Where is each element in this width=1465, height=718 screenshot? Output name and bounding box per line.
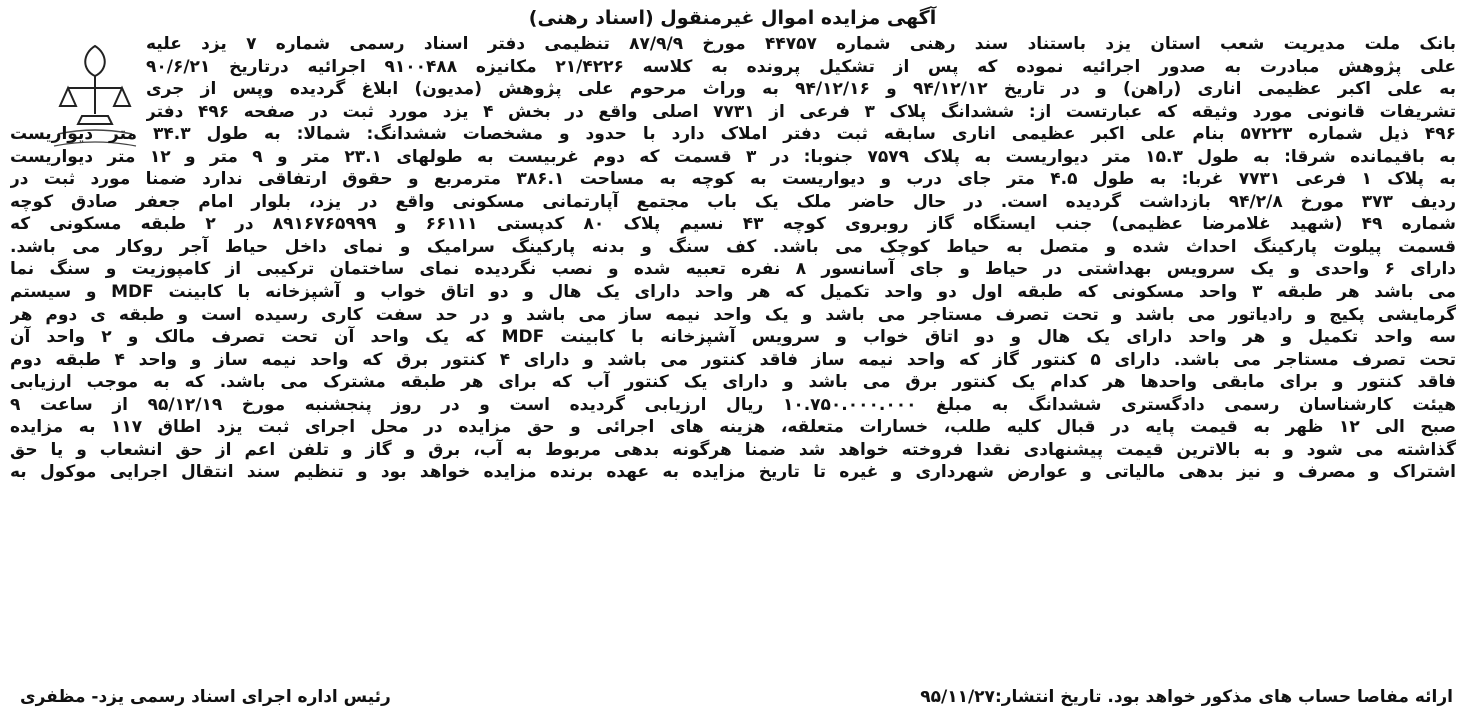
- body-line: علی پژوهش مبادرت به صدور اجرائیه نموده که پس از تشکیل پرونده به کلاسه ۲۱/۴۲۲۶ مکانیزه ۹۱۰۰۴۸۸ اجرائیه درتاریخ ۹۰/۶/۲۱: [146, 56, 1456, 77]
- notice-body: [10, 33, 1456, 484]
- signature: رئیس اداره اجرای اسناد رسمی یزد- مظفری: [20, 687, 391, 707]
- body-line: هیئت کارشناسان رسمی دادگستری ششدانگ به مبلغ ۱۰.۷۵۰.۰۰۰.۰۰۰ ریال ارزیابی گردیده است و در روز پنجشنبه مورخ ۹۵/۱۲/۱۹ از ساعت ۹: [10, 394, 1456, 415]
- body-line: ردیف ۳۷۳ مورخ ۹۴/۲/۸ بازداشت گردیده است. در حال حاضر ملک یک باب مجتمع آپارتمانی مسکونی واقع در یزد، بلوار امام جعفر صادق کوچه: [10, 191, 1456, 212]
- body-line: تشریفات قانونی مورد وثیقه که عبارتست از: ششدانگ پلاک ۳ فرعی از ۷۷۳۱ اصلی واقع در بخش ۴ یزد مورد ثبت در صفحه ۴۹۶ دفتر: [146, 101, 1456, 122]
- notice-title: آگهی مزایده اموال غیرمنقول (اسناد رهنی): [528, 7, 937, 29]
- body-line: ۴۹۶ ذیل شماره ۵۷۲۲۳ بنام علی اکبر عظیمی اناری سابقه ثبت دفتر املاک دارد با حدود و مشخصات ششدانگ: شمالا: به طول ۳۴.۳ متر دیواریست: [10, 124, 1456, 145]
- body-line: بانک ملت مدیریت شعب استان یزد باستناد سند رهنی شماره ۴۴۷۵۷ مورخ ۸۷/۹/۹ تنظیمی دفتر اسناد رسمی شماره ۷ یزد علیه: [146, 34, 1456, 54]
- publication-line: ارائه مفاصا حساب های مذکور خواهد بود. تاریخ انتشار:۹۵/۱۱/۲۷: [920, 687, 1453, 707]
- body-line: می باشد هر طبقه ۳ واحد مسکونی که طبقه اول دو واحد تکمیل که هر واحد دارای یک هال و دو اتاق خواب و آشپزخانه با کابینت MDF و سیستم: [10, 282, 1456, 303]
- body-line: شماره ۴۹ (شهید غلامرضا عظیمی) جنب ایستگاه گاز روبروی کوچه ۴۳ نسیم پلاک ۸۰ کدپستی ۶۶۱۱۱ و ۸۹۱۶۷۶۵۹۹۹ در ۲ طبقه مسکونی که: [10, 214, 1456, 235]
- body-line: گذاشته می شود و به بالاترین قیمت پیشنهادی نقدا فروخته خواهد شد ضمنا هرگونه بدهی مربوط به آب، برق و گاز و تلفن اعم از حق انشعاب و یا حق: [10, 439, 1456, 460]
- body-line: سه واحد تکمیل و هر واحد دارای یک هال و دو اتاق خواب و سرویس آشپزخانه با کابینت MDF که یک واحد آن تحت تصرف مالک و ۲ واحد آن: [10, 327, 1456, 348]
- body-line: صبح الی ۱۲ ظهر به قیمت پایه در قبال کلیه طلب، خسارات متعلقه، هزینه های اجرائی و حق مزایده در محل اجرای ثبت یزد اطاق ۱۱۷ به مزایده: [10, 417, 1456, 438]
- notice-footer: [20, 686, 1453, 708]
- body-line: دارای ۶ واحدی و یک سرویس بهداشتی در حیاط و جای آسانسور ۸ نفره تعبیه شده و نصب نگردیده نمای ساختمان ترکیبی از کامپوزیت و سنگ نما: [10, 259, 1456, 280]
- body-line: به باقیمانده شرقا: به طول ۱۵.۳ متر دیواریست به پلاک ۷۵۷۹ جنوبا: در ۳ قسمت که دوم غربیست به طولهای ۲۳.۱ متر و ۹ متر و ۱۲ متر دیواریست: [10, 146, 1456, 167]
- body-line: فاقد کنتور و برای مابقی واحدها هر کدام یک کنتور برق می باشد و دارای یک کنتور آب که برای هر طبقه مشترک می باشد. که به موجب ارزیابی: [10, 372, 1456, 393]
- body-line: اشتراک و مصرف و نیز بدهی مالیاتی و عوارض شهرداری و غیره تا تاریخ مزایده به عهده برنده مزایده خواهد بود و تنظیم سند انتقال اجرایی موکول به: [10, 462, 1456, 483]
- body-line: تحت تصرف مستاجر می باشد. دارای ۵ کنتور گاز که واحد نیمه ساز فاقد کنتور می باشد و دارای ۴ کنتور برق که واحد نیمه ساز و واحد ۴ طبقه دوم: [10, 349, 1456, 370]
- body-line: گرمایشی پکیج و رادیاتور می باشد و تحت تصرف مستاجر می باشد و یک واحد نیمه ساز می باشد و در حد سفت کاری رسیده است و طبقه ی دوم هر: [10, 304, 1456, 325]
- body-line: قسمت پیلوت پارکینگ احداث شده و متصل به حیاط کوچک می باشد. کف سنگ و بدنه پارکینگ سرامیک و نمای داخل حیاط آجر روکار می باشد.: [10, 236, 1456, 257]
- body-line: به پلاک ۱ فرعی ۷۷۳۱ غربا: به طول ۴.۵ متر جای درب و دیواریست به کوچه به مساحت ۳۸۶.۱ مترمربع و حقوق ارتفاقی ندارد ضمنا مورد ثبت در: [10, 169, 1456, 190]
- body-line: به علی اکبر عظیمی اناری (راهن) و در تاریخ ۹۴/۱۲/۱۲ و ۹۴/۱۲/۱۶ به وراث مرحوم علی پژوهش (مدیون) ابلاغ گردیده وپس از جری: [146, 79, 1456, 100]
